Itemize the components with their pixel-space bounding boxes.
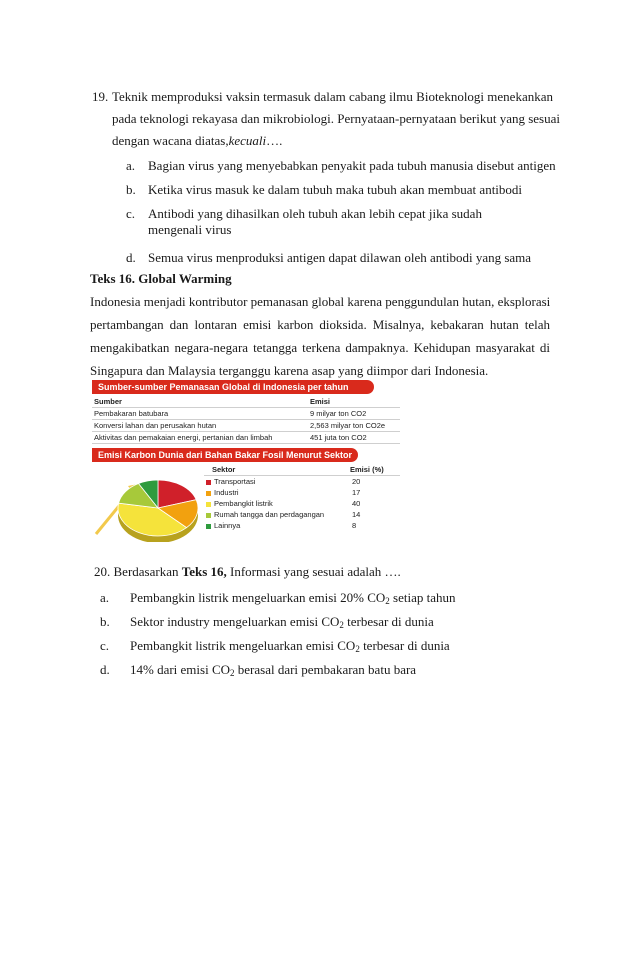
divider <box>92 431 400 432</box>
sector-name: Industri <box>214 488 239 497</box>
stem-text: Berdasarkan <box>113 564 182 579</box>
stem-line <box>112 130 562 152</box>
sector-value: 40 <box>352 499 361 508</box>
stem-line: pada teknologi rekayasa dan mikrobiologi. Pernyataan-pernyataan berikut yang sesuai <box>112 111 560 126</box>
legend-swatch <box>206 524 211 529</box>
option-d <box>92 250 562 266</box>
divider <box>92 443 400 444</box>
option-letter: d. <box>126 250 136 265</box>
source-name: Aktivitas dan pemakaian energi, pertanian dan limbah <box>94 433 273 442</box>
teks-title: Teks 16. Global Warming <box>90 271 232 286</box>
option-letter: c. <box>126 206 136 221</box>
teks-16 <box>90 268 550 382</box>
question-number: 19. <box>92 89 109 104</box>
global-warming-infographic <box>92 380 400 540</box>
sector-name: Rumah tangga dan perdagangan <box>214 510 325 519</box>
option-text: Bagian virus yang menyebabkan penyakit pada tubuh manusia disebut antigen <box>148 158 556 173</box>
sector-name: Lainnya <box>214 521 241 530</box>
source-name: Pembakaran batubara <box>94 409 169 418</box>
question-20-stem <box>94 562 564 582</box>
option-letter: d. <box>100 662 110 677</box>
teks-line: Singapura dan Malaysia terganggu karena asap yang diimpor dari Indonesia. <box>90 363 489 378</box>
subscript: 2 <box>339 620 344 630</box>
column-header-emisi: Emisi <box>310 397 331 406</box>
teks-line: mengakibatkan negara-negara tetangga terkena dampaknya. Kehidupan masyarakat di <box>90 340 550 355</box>
option-c <box>92 206 562 238</box>
banner-sources: Sumber-sumber Pemanasan Global di Indonesia per tahun <box>92 380 374 394</box>
option-letter: a. <box>126 158 136 173</box>
question-20 <box>94 562 564 678</box>
sector-name: Pembangkit listrik <box>214 499 273 508</box>
option-a <box>94 590 564 606</box>
column-header-emisi-pct: Emisi (%) <box>350 465 384 474</box>
sector-value: 20 <box>352 477 361 486</box>
sector-pie-chart <box>92 464 204 542</box>
question-19-stem <box>92 86 562 152</box>
stem-text: dengan wacana diatas, <box>112 133 229 148</box>
option-letter: a. <box>100 590 110 605</box>
divider <box>92 407 400 408</box>
divider <box>92 419 400 420</box>
divider <box>204 475 400 476</box>
sector-value: 17 <box>352 488 361 497</box>
sector-name: Transportasi <box>214 477 256 486</box>
option-letter: c. <box>100 638 110 653</box>
option-b <box>92 182 562 198</box>
subscript: 2 <box>385 596 390 606</box>
subscript: 2 <box>230 668 235 678</box>
option-text: Pembangkit listrik mengeluarkan emisi CO <box>130 638 356 653</box>
source-value: 2,563 milyar ton CO2e <box>310 421 386 430</box>
option-text: berasal dari pembakaran batu bara <box>234 662 417 677</box>
stem-text: …. <box>266 133 283 148</box>
option-text: terbesar di dunia <box>343 614 434 629</box>
column-header-sumber: Sumber <box>94 397 122 406</box>
pie-slices <box>118 480 198 542</box>
option-text: mengenali virus <box>148 222 232 237</box>
option-text: Antibodi yang dihasilkan oleh tubuh akan lebih cepat jika sudah <box>148 206 482 221</box>
subscript: 2 <box>355 644 360 654</box>
question-19 <box>92 86 562 274</box>
source-name: Konversi lahan dan perusakan hutan <box>94 421 217 430</box>
banner-sectors: Emisi Karbon Dunia dari Bahan Bakar Fosil Menurut Sektor <box>92 448 358 462</box>
question-number: 20. <box>94 564 111 579</box>
option-text: Ketika virus masuk ke dalam tubuh maka tubuh akan membuat antibodi <box>148 182 523 197</box>
sector-value: 14 <box>352 510 361 519</box>
option-letter: b. <box>126 182 136 197</box>
stem-text: Informasi yang sesuai adalah …. <box>226 564 401 579</box>
teks-line: Indonesia menjadi kontributor pemanasan global karena penggundulan hutan, eksplorasi <box>90 294 551 309</box>
option-text: setiap tahun <box>389 590 456 605</box>
option-text: Sektor industry mengeluarkan emisi CO <box>130 614 340 629</box>
teks-line: pertambangan dan lontaran emisi karbon dioksida. Misalnya, kebakaran hutan telah <box>90 317 550 332</box>
option-text: terbesar di dunia <box>359 638 450 653</box>
option-a <box>92 158 562 174</box>
legend-swatch <box>206 480 211 485</box>
sector-value: 8 <box>352 521 357 530</box>
option-text: Pembangkin listrik mengeluarkan emisi 20% CO <box>130 590 386 605</box>
stem-italic: kecuali <box>228 133 267 148</box>
option-text: Semua virus menproduksi antigen dapat dilawan oleh antibodi yang sama <box>148 250 532 265</box>
stem-bold: Teks 16, <box>181 564 227 579</box>
option-b <box>94 614 564 630</box>
option-letter: b. <box>100 614 110 629</box>
legend-swatch <box>206 513 211 518</box>
option-c <box>94 638 564 654</box>
stem-line: Teknik memproduksi vaksin termasuk dalam cabang ilmu Bioteknologi menekankan <box>112 89 553 104</box>
source-value: 451 juta ton CO2 <box>310 433 367 442</box>
column-header-sektor: Sektor <box>212 465 236 474</box>
legend-swatch <box>206 491 211 496</box>
options-list <box>92 158 562 266</box>
legend-swatch <box>206 502 211 507</box>
source-value: 9 milyar ton CO2 <box>310 409 367 418</box>
option-d <box>94 662 564 678</box>
option-text: 14% dari emisi CO <box>130 662 231 677</box>
